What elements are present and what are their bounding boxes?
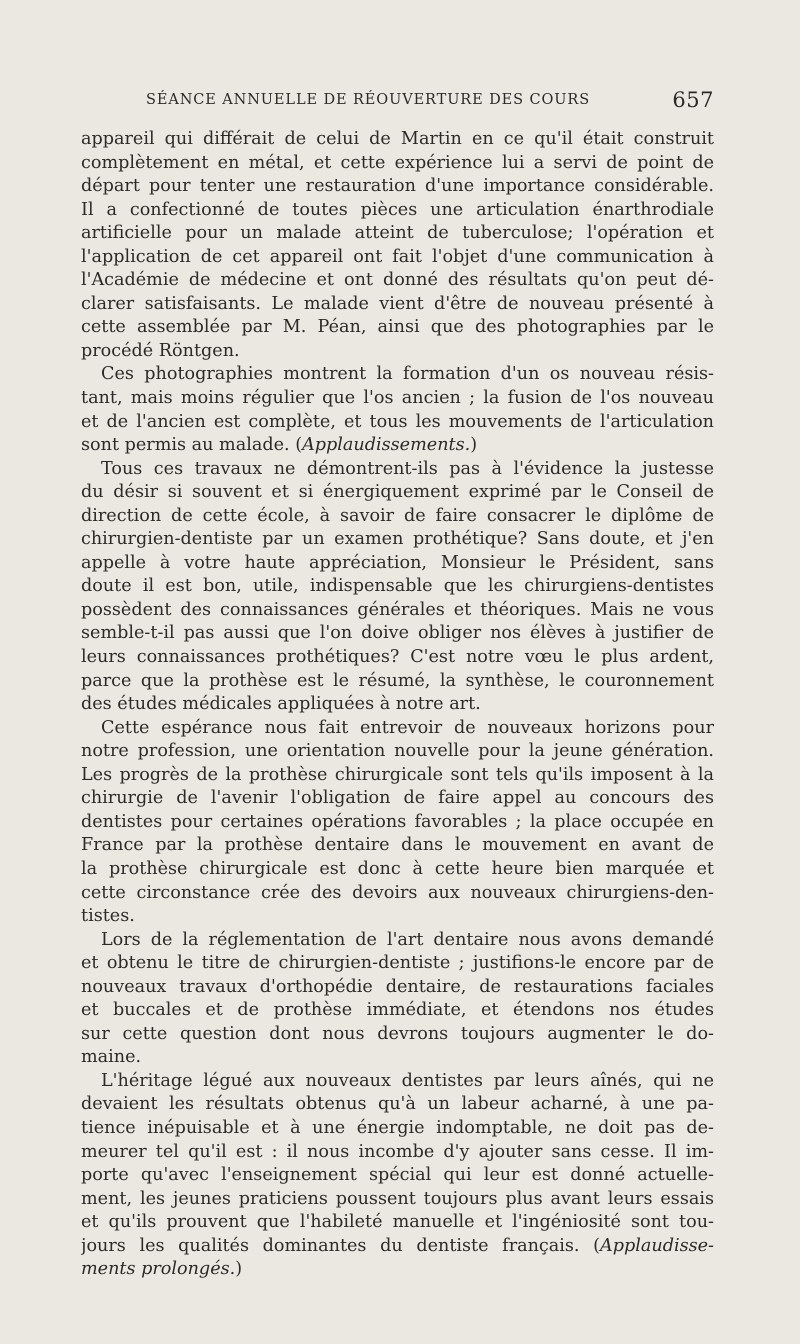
line-text: tience inépuisable et à une énergie indomptable, ne doit pas de-	[81, 1117, 714, 1138]
text-line	[81, 1023, 714, 1047]
line-text: l'Académie de médecine et ont donné des résultats qu'on peut dé-	[81, 270, 714, 291]
line-text: maine.	[81, 1047, 142, 1068]
line-text: tant, mais moins régulier que l'os ancien ; la fusion de l'os nouveau	[81, 388, 714, 409]
text-line	[81, 575, 714, 599]
text-line	[81, 1093, 714, 1117]
text-line	[81, 693, 714, 717]
text-line	[81, 481, 714, 505]
text-line	[81, 316, 714, 340]
text-line	[81, 858, 714, 882]
text-line	[81, 646, 714, 670]
line-text: chirurgien-dentiste par un examen prothétique? Sans doute, et j'en	[81, 529, 714, 550]
text-line	[81, 787, 714, 811]
line-text: du désir si souvent et si énergiquement exprimé par le Conseil de	[81, 482, 714, 503]
running-title: SÉANCE ANNUELLE DE RÉOUVERTURE DES COURS	[146, 92, 591, 108]
line-text: semble-t-il pas aussi que l'on doive obliger nos élèves à justifier de	[81, 623, 714, 644]
text-line	[81, 528, 714, 552]
text-line	[81, 552, 714, 576]
line-text: clarer satisfaisants. Le malade vient d'être de nouveau présenté à	[81, 293, 714, 314]
line-text: départ pour tenter une restauration d'une importance considérable.	[81, 176, 714, 197]
text-line	[81, 222, 714, 246]
text-line	[81, 411, 714, 435]
line-text: l'application de cet appareil ont fait l'objet d'une communication à	[81, 246, 714, 267]
text-line	[81, 128, 714, 152]
line-text: porte qu'avec l'enseignement spécial qui leur est donné actuelle-	[81, 1165, 714, 1186]
line-text: doute il est bon, utile, indispensable que les chirurgiens-dentistes	[81, 576, 714, 597]
text-line	[81, 434, 714, 458]
line-text: artificielle pour un malade atteint de tuberculose; l'opération et	[81, 223, 714, 244]
text-line	[81, 622, 714, 646]
text-line	[81, 882, 714, 906]
line-text: notre profession, une orientation nouvelle pour la jeune génération.	[81, 741, 714, 762]
line-text: et obtenu le titre de chirurgien-dentiste ; justifions-le encore par de	[81, 953, 714, 974]
text-line	[81, 1046, 714, 1070]
line-text: Les progrès de la prothèse chirurgicale sont tels qu'ils imposent à la	[81, 764, 714, 785]
text-line	[81, 505, 714, 529]
line-text: procédé Röntgen.	[81, 340, 240, 361]
line-text: appareil qui différait de celui de Martin en ce qu'il était construit	[81, 129, 714, 149]
text-line	[81, 175, 714, 199]
page-header	[81, 88, 714, 118]
line-text: ment, les jeunes praticiens poussent toujours plus avant leurs essais	[81, 1188, 714, 1209]
text-line	[81, 152, 714, 176]
text-line	[81, 1070, 714, 1094]
text-line	[81, 1188, 714, 1212]
line-text: chirurgie de l'avenir l'obligation de faire appel au concours des	[81, 788, 714, 809]
line-text: France par la prothèse dentaire dans le mouvement en avant de	[81, 835, 714, 856]
italic-text: Applaudissements.	[302, 435, 471, 456]
text-line	[81, 976, 714, 1000]
line-text: complètement en métal, et cette expérience lui a servi de point de	[81, 152, 714, 173]
text-line	[81, 999, 714, 1023]
line-text: sont permis au malade. (	[81, 435, 303, 456]
line-text: leurs connaissances prothétiques? C'est notre vœu le plus ardent,	[81, 647, 714, 668]
line-text: des études médicales appliquées à notre art.	[81, 694, 481, 715]
text-line	[81, 1141, 714, 1165]
text-line	[81, 599, 714, 623]
body-text	[81, 128, 714, 1282]
text-line	[81, 952, 714, 976]
line-text: meurer tel qu'il est : il nous incombe d'y ajouter sans cesse. Il im-	[81, 1141, 714, 1162]
text-line	[81, 458, 714, 482]
line-text: Cette espérance nous fait entrevoir de nouveaux horizons pour	[101, 717, 714, 738]
text-line	[81, 929, 714, 953]
text-line	[81, 293, 714, 317]
text-line	[81, 269, 714, 293]
line-text: Il a confectionné de toutes pièces une articulation énarthrodiale	[81, 199, 714, 220]
line-text: direction de cette école, à savoir de faire consacrer le diplôme de	[81, 505, 714, 526]
line-text: L'héritage légué aux nouveaux dentistes par leurs aînés, qui ne	[101, 1070, 714, 1091]
text-line	[81, 199, 714, 223]
text-line	[81, 387, 714, 411]
text-line	[81, 740, 714, 764]
text-line	[81, 717, 714, 741]
line-text: sur cette question dont nous devrons toujours augmenter le do-	[81, 1023, 714, 1044]
text-line	[81, 764, 714, 788]
line-text: jours les qualités dominantes du dentiste français. (	[81, 1235, 601, 1256]
text-line	[81, 905, 714, 929]
text-line	[81, 1117, 714, 1141]
text-line	[81, 670, 714, 694]
line-text: parce que la prothèse est le résumé, la synthèse, le couronnement	[81, 670, 714, 691]
text-line	[81, 246, 714, 270]
line-text: Ces photographies montrent la formation d'un os nouveau résis-	[101, 364, 714, 385]
line-text: la prothèse chirurgicale est donc à cette heure bien marquée et	[81, 858, 714, 879]
line-text: possèdent des connaissances générales et théoriques. Mais ne vous	[81, 599, 714, 620]
line-text: cette circonstance crée des devoirs aux nouveaux chirurgiens-den-	[81, 882, 714, 903]
line-text: nouveaux travaux d'orthopédie dentaire, de restaurations faciales	[81, 976, 714, 997]
line-text-after: )	[235, 1259, 243, 1280]
text-line	[81, 363, 714, 387]
line-text: et qu'ils prouvent que l'habileté manuelle et l'ingéniosité sont tou-	[81, 1212, 714, 1233]
line-text: dentistes pour certaines opérations favorables ; la place occupée en	[81, 811, 714, 832]
italic-text: Applaudisse-	[600, 1235, 714, 1256]
text-line	[81, 811, 714, 835]
line-text: et buccales et de prothèse immédiate, et étendons nos études	[81, 1000, 714, 1021]
line-text: Lors de la réglementation de l'art dentaire nous avons demandé	[101, 929, 714, 950]
text-line	[81, 1258, 714, 1282]
text-line	[81, 834, 714, 858]
line-text: Tous ces travaux ne démontrent-ils pas à l'évidence la justesse	[101, 458, 714, 479]
text-line	[81, 1211, 714, 1235]
line-text: et de l'ancien est complète, et tous les mouvements de l'articulation	[81, 411, 714, 432]
text-line	[81, 1164, 714, 1188]
line-text: tistes.	[81, 906, 135, 927]
line-text: cette assemblée par M. Péan, ainsi que des photographies par le	[81, 317, 714, 338]
italic-text: ments prolongés.	[81, 1259, 236, 1280]
text-line	[81, 340, 714, 364]
line-text: devaient les résultats obtenus qu'à un labeur acharné, à une pa-	[81, 1094, 714, 1115]
line-text-after: )	[470, 435, 478, 456]
page-number: 657	[672, 88, 714, 112]
line-text: appelle à votre haute appréciation, Monsieur le Président, sans	[81, 552, 714, 573]
text-line	[81, 1235, 714, 1259]
